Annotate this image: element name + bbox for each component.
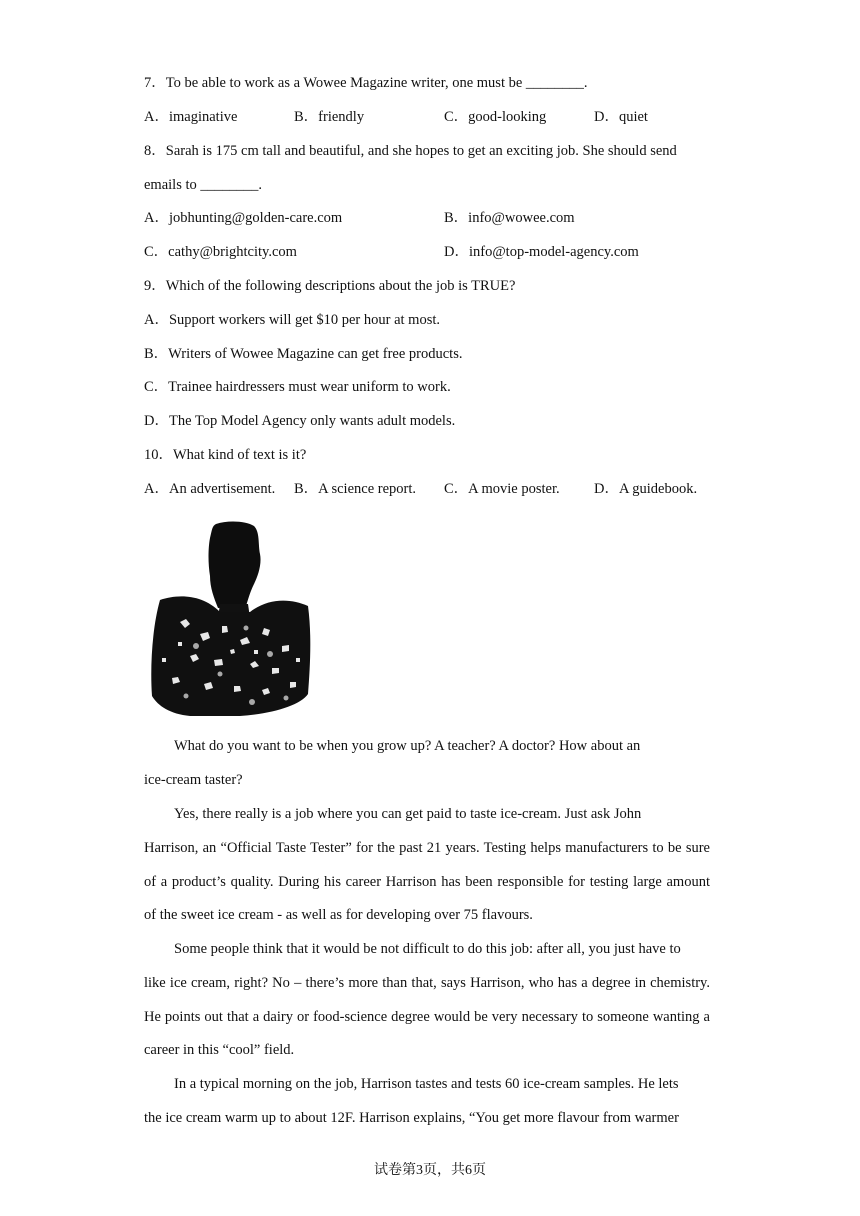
option-7a: A．imaginative: [144, 109, 238, 125]
paragraph-first-line: In a typical morning on the job, Harrison tastes and tests 60 ice-cream samples. He lets: [174, 1076, 679, 1092]
option-10a: A．An advertisement.: [144, 481, 276, 497]
passage-paragraph-3: [144, 933, 710, 1068]
passage-paragraph-2: [144, 798, 710, 933]
paragraph-first-line: Yes, there really is a job where you can get paid to taste ice-cream. Just ask John: [174, 806, 642, 822]
question-number: 8．: [144, 143, 166, 159]
question-number: 9．: [144, 278, 166, 294]
page-footer: 试卷第3页，共6页: [374, 1163, 486, 1178]
paragraph-rest: ice-cream taster?: [144, 771, 243, 788]
paragraph-rest: the ice cream warm up to about 12F. Harrison explains, “You get more flavour from warmer: [144, 1109, 679, 1126]
question-stem: To be able to work as a Wowee Magazine writer, one must be ________.: [165, 75, 588, 91]
option-8a: A．jobhunting@golden-care.com: [144, 210, 343, 226]
option-9c: C．Trainee hairdressers must wear uniform to work.: [144, 379, 451, 395]
question-stem: Which of the following descriptions about the job is TRUE?: [165, 278, 516, 294]
question-number: 7．: [144, 75, 166, 91]
question-10: [144, 446, 306, 464]
option-10c: C．A movie poster.: [444, 481, 560, 497]
option-10d: D．A guidebook.: [594, 481, 698, 497]
question-7: [144, 74, 588, 92]
passage-paragraph-4: [144, 1068, 710, 1136]
option-10b: B．A science report.: [294, 481, 417, 497]
option-8d: D．info@top-model-agency.com: [444, 244, 639, 260]
option-7b: B．friendly: [294, 109, 365, 125]
option-8c: C．cathy@brightcity.com: [144, 244, 297, 260]
question-8: [144, 142, 677, 160]
option-8b: B．info@wowee.com: [444, 210, 575, 226]
passage-paragraph-1: [144, 730, 710, 798]
question-stem: Sarah is 175 cm tall and beautiful, and she hopes to get an exciting job. She should send: [165, 143, 677, 159]
question-stem: What kind of text is it?: [173, 447, 307, 463]
option-7d: D．quiet: [594, 109, 648, 125]
paragraph-rest: Harrison, an “Official Taste Tester” for the past 21 years. Testing helps manufacturers to be sure of a product’s quality. During his career Harrison has been responsible for testing large amount of the sweet ice cream - as well as for developing over 75 flavours.: [144, 839, 710, 924]
option-9b: B．Writers of Wowee Magazine can get free products.: [144, 346, 463, 362]
paragraph-first-line: Some people think that it would be not difficult to do this job: after all, you just have to: [174, 941, 681, 957]
taster-photo: [150, 518, 312, 716]
paragraph-rest: like ice cream, right? No – there’s more than that, says Harrison, who has a degree in chemistry. He points out that a dairy or food-science degree would be very necessary to someone wanting a career in this “cool” field.: [144, 974, 710, 1059]
option-9d: D．The Top Model Agency only wants adult models.: [144, 413, 456, 429]
question-9: [144, 277, 515, 295]
paragraph-first-line: What do you want to be when you grow up? A teacher? A doctor? How about an: [174, 738, 641, 754]
option-7c: C．good-looking: [444, 109, 547, 125]
option-9a: A．Support workers will get $10 per hour at most.: [144, 312, 441, 328]
question-number: 10．: [144, 447, 173, 463]
question-8-line2: emails to ________.: [144, 177, 263, 193]
